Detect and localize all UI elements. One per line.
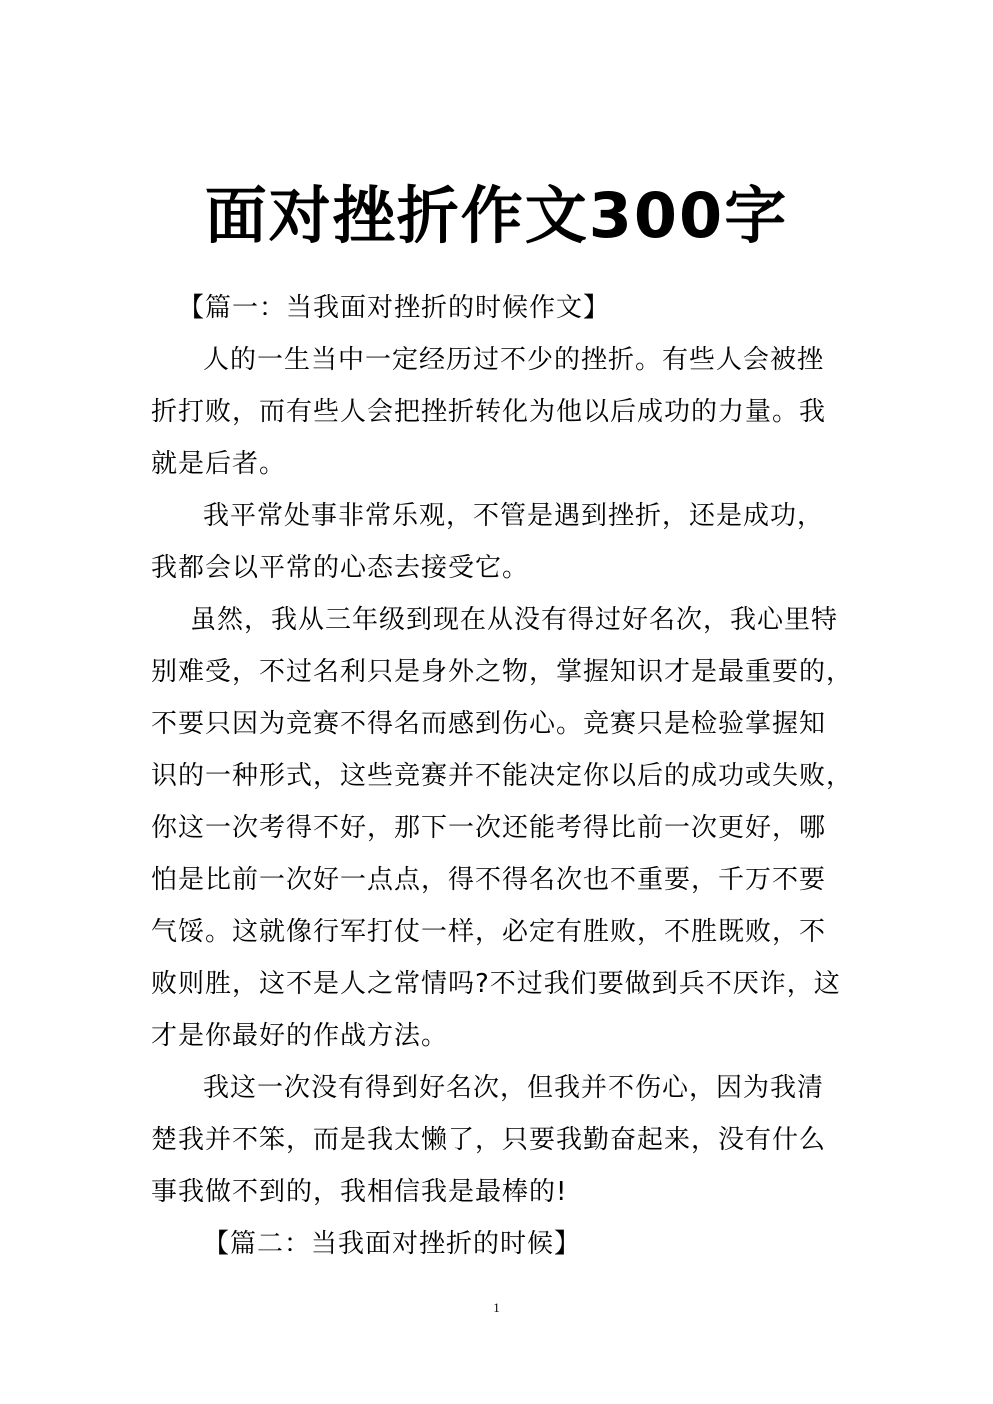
paragraph-line: 别难受，不过名利只是身外之物，掌握知识才是最重要的，	[151, 657, 854, 687]
paragraph-line: 败则胜，这不是人之常情吗?不过我们要做到兵不厌诈，这	[151, 969, 841, 999]
paragraph-line: 才是你最好的作战方法。	[151, 1021, 449, 1051]
paragraph-line: 识的一种形式，这些竞赛并不能决定你以后的成功或失败，	[151, 761, 854, 791]
paragraph-line: 虽然，我从三年级到现在从没有得过好名次，我心里特	[190, 605, 839, 635]
paragraph-line: 事我做不到的，我相信我是最棒的!	[151, 1177, 568, 1207]
paragraph-line: 怕是比前一次好一点点，得不得名次也不重要，千万不要	[151, 865, 827, 895]
page-number: 1	[493, 1300, 500, 1315]
paragraph-line: 气馁。这就像行军打仗一样，必定有胜败，不胜既败，不	[151, 917, 827, 947]
paragraph-line: 你这一次考得不好，那下一次还能考得比前一次更好，哪	[151, 813, 827, 843]
paragraph-line: 我这一次没有得到好名次，但我并不伤心，因为我清	[203, 1073, 825, 1103]
section-heading-2: 【篇二：当我面对挫折的时候】	[203, 1229, 582, 1259]
paragraph-line: 不要只因为竞赛不得名而感到伤心。竞赛只是检验掌握知	[151, 709, 827, 739]
paragraph-line: 就是后者。	[151, 449, 287, 479]
document-title: 面对挫折作文300字	[204, 179, 789, 252]
section-heading-1: 【篇一：当我面对挫折的时候作文】	[178, 293, 611, 323]
paragraph-line: 我平常处事非常乐观，不管是遇到挫折，还是成功，	[203, 501, 825, 531]
paragraph-line: 折打败，而有些人会把挫折转化为他以后成功的力量。我	[151, 397, 827, 427]
paragraph-line: 楚我并不笨，而是我太懒了，只要我勤奋起来，没有什么	[151, 1125, 827, 1155]
paragraph-line: 我都会以平常的心态去接受它。	[151, 553, 530, 583]
paragraph-line: 人的一生当中一定经历过不少的挫折。有些人会被挫	[203, 345, 825, 375]
